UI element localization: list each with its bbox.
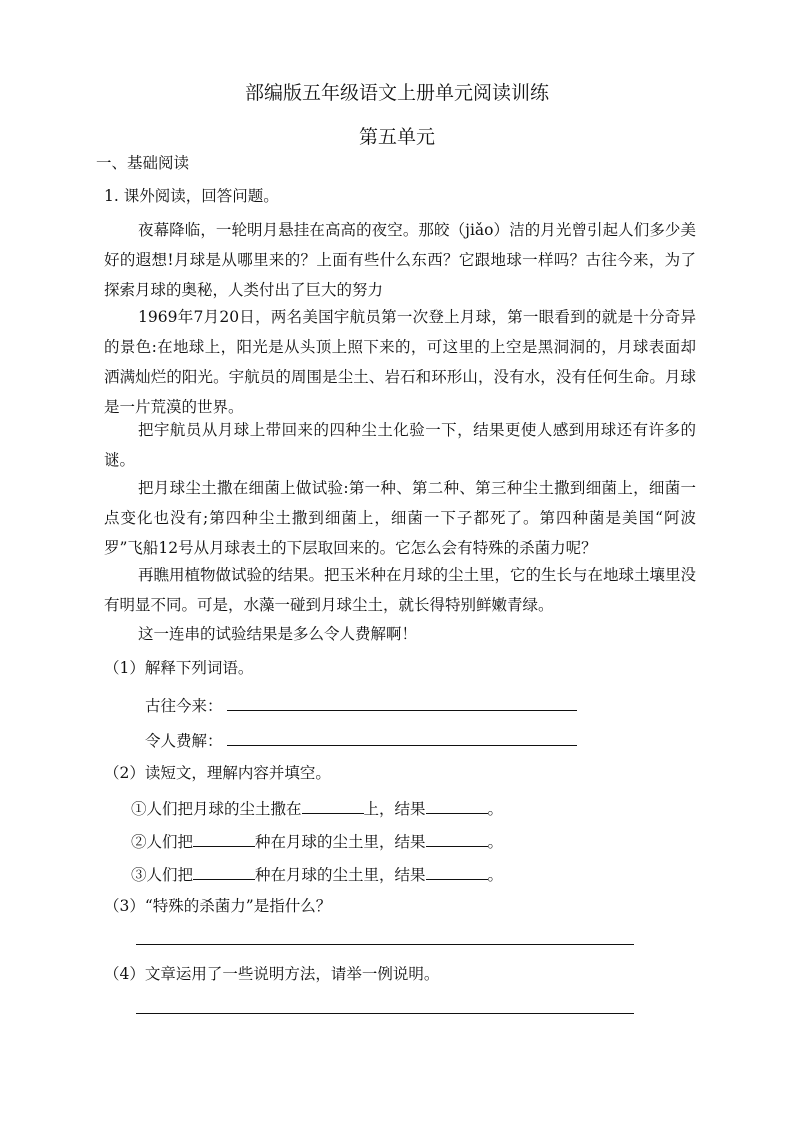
passage-paragraph-6: 这一连串的试验结果是多么令人费解啊！ — [138, 625, 418, 643]
answer-blank[interactable] — [193, 832, 255, 847]
answer-blank[interactable] — [426, 832, 488, 847]
answer-blank[interactable] — [302, 799, 364, 814]
answer-blank[interactable] — [426, 799, 488, 814]
answer-blank[interactable] — [193, 865, 255, 880]
section-heading: 一、基础阅读 — [96, 154, 190, 172]
term-label: 古往今来： — [145, 697, 223, 715]
answer-blank[interactable] — [227, 696, 577, 711]
subquestion-4: （4）文章运用了一些说明方法，请举一例说明。 — [104, 965, 440, 983]
answer-blank[interactable] — [227, 731, 577, 746]
document-title: 部编版五年级语文上册单元阅读训练 — [244, 82, 549, 104]
fill-row-2: ②人们把 种在月球的尘土里，结果 。 — [131, 833, 504, 851]
passage-paragraph-1: 夜幕降临，一轮明月悬挂在高高的夜空。那皎（jiǎo）洁的月光曾引起人们多少美好的遐想!月球是从哪里来的？上面有些什么东西？它跟地球一样吗？古往今来，为了探索月球的奥秘，人类付出了巨大的努力 — [104, 221, 696, 299]
answer-line[interactable] — [136, 944, 634, 945]
unit-title: 第五单元 — [358, 126, 435, 148]
subquestion-3: （3）“特殊的杀菌力”是指什么？ — [104, 897, 332, 915]
fill-row-3: ③人们把 种在月球的尘土里，结果 。 — [131, 866, 504, 884]
answer-line[interactable] — [136, 1013, 634, 1014]
passage-paragraph-3: 把宇航员从月球上带回来的四种尘土化验一下，结果更使人感到用球还有许多的谜。 — [104, 421, 696, 469]
subquestion-2: （2）读短文，理解内容并填空。 — [104, 764, 331, 782]
passage-paragraph-4: 把月球尘土撒在细菌上做试验:第一种、第二种、第三种尘土撒到细菌上，细菌一点变化也没有;第四种尘土撒到细菌上，细菌一下子都死了。第四种菌是美国“阿波罗”飞船12号从月球表土的下层取回来的。它怎么会有特殊的杀菌力呢？ — [104, 479, 696, 557]
subquestion-1: （1）解释下列词语。 — [104, 659, 254, 677]
passage-paragraph-5: 再瞧用植物做试验的结果。把玉米种在月球的尘土里，它的生长与在地球土壤里没有明显不同。可是，水藻一碰到月球尘土，就长得特别鲜嫩青绿。 — [104, 566, 697, 614]
fill-row-1: ①人们把月球的尘土撒在 上，结果 。 — [131, 800, 504, 818]
passage-paragraph-2: 1969年7月20日，两名美国宇航员第一次登上月球，第一眼看到的就是十分奇异的景色:在地球上，阳光是从头顶上照下来的，可这里的上空是黑洞洞的，月球表面却洒满灿烂的阳光。宇航员的周围是尘土、岩石和环形山，没有水，没有任何生命。月球是一片荒漠的世界。 — [104, 308, 696, 416]
term-row-2 — [145, 731, 577, 750]
question-heading: 1. 课外阅读，回答问题。 — [104, 187, 279, 205]
term-label: 令人费解： — [145, 732, 223, 750]
answer-blank[interactable] — [426, 865, 488, 880]
term-row-1 — [145, 696, 577, 715]
